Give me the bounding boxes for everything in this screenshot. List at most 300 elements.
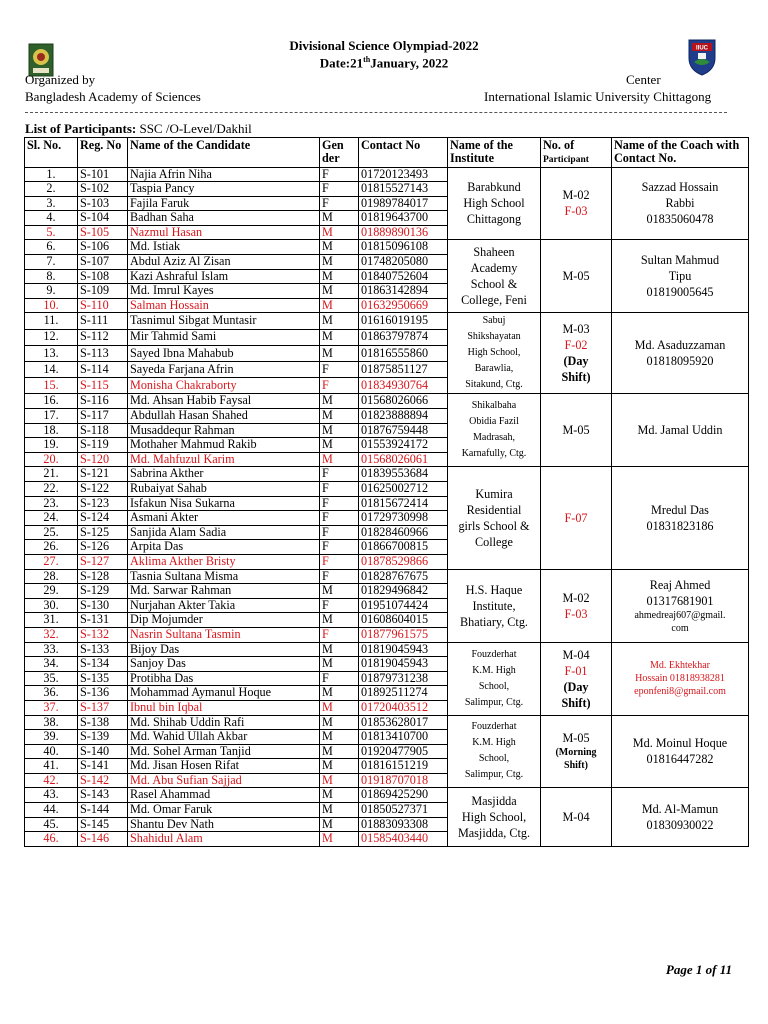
cell-gender: M bbox=[320, 788, 359, 803]
cell-sl-no: 5. bbox=[25, 225, 78, 240]
cell-candidate-name: Dip Mojumder bbox=[128, 613, 320, 628]
cell-gender: M bbox=[320, 423, 359, 438]
count-line: (Day bbox=[563, 354, 589, 369]
cell-reg-no: S-132 bbox=[78, 627, 128, 642]
institute-line: School & bbox=[470, 277, 518, 292]
coach-line: Mredul Das bbox=[651, 502, 709, 517]
cell-contact-no: 01840752604 bbox=[359, 269, 448, 284]
cell-sl-no: 29. bbox=[25, 584, 78, 599]
institute-line: College bbox=[475, 534, 513, 549]
cell-sl-no: 44. bbox=[25, 803, 78, 818]
cell-gender: F bbox=[320, 540, 359, 555]
cell-sl-no: 40. bbox=[25, 744, 78, 759]
institute-line: Karnafully, Ctg. bbox=[461, 448, 527, 460]
cell-candidate-name: Musaddequr Rahman bbox=[128, 423, 320, 438]
col-coach: Name of the Coach with Contact No. bbox=[612, 138, 749, 168]
cell-sl-no: 18. bbox=[25, 423, 78, 438]
cell-reg-no: S-137 bbox=[78, 700, 128, 715]
count-line: F-03 bbox=[564, 606, 588, 621]
cell-reg-no: S-104 bbox=[78, 211, 128, 226]
institute-line: Kumira bbox=[475, 486, 513, 501]
cell-gender: M bbox=[320, 240, 359, 255]
col-name: Name of the Candidate bbox=[128, 138, 320, 168]
cell-sl-no: 16. bbox=[25, 394, 78, 409]
cell-participant-count bbox=[541, 788, 612, 846]
cell-reg-no: S-135 bbox=[78, 671, 128, 686]
cell-reg-no: S-117 bbox=[78, 409, 128, 424]
cell-reg-no: S-129 bbox=[78, 584, 128, 599]
dashed-divider bbox=[25, 112, 727, 113]
count-line: F-07 bbox=[564, 510, 588, 525]
count-line: M-02 bbox=[562, 590, 590, 605]
cell-contact-no: 01918707018 bbox=[359, 773, 448, 788]
cell-reg-no: S-123 bbox=[78, 496, 128, 511]
cell-sl-no: 39. bbox=[25, 730, 78, 745]
cell-candidate-name: Aklima Akther Bristy bbox=[128, 554, 320, 569]
page-number: Page 1 of 11 bbox=[665, 962, 732, 977]
coach-line: Tipu bbox=[668, 269, 692, 284]
col-contact: Contact No bbox=[359, 138, 448, 168]
institute-line: Salimpur, Ctg. bbox=[464, 696, 524, 708]
cell-contact-no: 01889890136 bbox=[359, 225, 448, 240]
institute-line: School, bbox=[478, 680, 510, 692]
col-sl: Sl. No. bbox=[25, 138, 78, 168]
cell-sl-no: 23. bbox=[25, 496, 78, 511]
cell-contact-no: 01553924172 bbox=[359, 438, 448, 453]
cell-reg-no: S-139 bbox=[78, 730, 128, 745]
cell-gender: M bbox=[320, 773, 359, 788]
count-line: M-05 bbox=[562, 269, 590, 284]
cell-gender: M bbox=[320, 700, 359, 715]
cell-candidate-name: Md. Ahsan Habib Faysal bbox=[128, 394, 320, 409]
cell-candidate-name: Shahidul Alam bbox=[128, 832, 320, 847]
institute-line: H.S. Haque bbox=[465, 582, 523, 597]
institute-line: Shikalbaha bbox=[471, 400, 517, 412]
table-body bbox=[25, 167, 749, 846]
cell-reg-no: S-140 bbox=[78, 744, 128, 759]
cell-gender: F bbox=[320, 182, 359, 197]
cell-candidate-name: Abdul Aziz Al Zisan bbox=[128, 255, 320, 270]
institute-line: girls School & bbox=[458, 518, 530, 533]
cell-sl-no: 27. bbox=[25, 554, 78, 569]
cell-reg-no: S-126 bbox=[78, 540, 128, 555]
count-line: Shift) bbox=[561, 695, 591, 710]
cell-gender: M bbox=[320, 211, 359, 226]
cell-participant-count bbox=[541, 167, 612, 240]
cell-coach bbox=[612, 313, 749, 394]
cell-gender: M bbox=[320, 715, 359, 730]
coach-line: Sultan Mahmud bbox=[640, 253, 720, 268]
count-line: F-02 bbox=[564, 338, 588, 353]
cell-gender: F bbox=[320, 627, 359, 642]
cell-candidate-name: Tasnimul Sibgat Muntasir bbox=[128, 313, 320, 329]
cell-gender: F bbox=[320, 467, 359, 482]
cell-candidate-name: Md. Mahfuzul Karim bbox=[128, 452, 320, 467]
cell-contact-no: 01869425290 bbox=[359, 788, 448, 803]
cell-reg-no: S-125 bbox=[78, 525, 128, 540]
cell-coach bbox=[612, 788, 749, 846]
coach-line: Md. Asaduzzaman bbox=[634, 338, 726, 353]
cell-sl-no: 3. bbox=[25, 196, 78, 211]
cell-reg-no: S-103 bbox=[78, 196, 128, 211]
coach-line: Rabbi bbox=[665, 196, 695, 211]
cell-sl-no: 7. bbox=[25, 255, 78, 270]
cell-gender: F bbox=[320, 671, 359, 686]
cell-reg-no: S-128 bbox=[78, 569, 128, 584]
institute-line: Masjidda bbox=[471, 794, 517, 809]
institute-line: Fouzderhat bbox=[471, 721, 517, 733]
cell-coach bbox=[612, 467, 749, 569]
count-line: M-02 bbox=[562, 188, 590, 203]
cell-institute bbox=[448, 715, 541, 788]
cell-candidate-name: Md. Shihab Uddin Rafi bbox=[128, 715, 320, 730]
cell-contact-no: 01951074424 bbox=[359, 598, 448, 613]
institute-line: Masjidda, Ctg. bbox=[457, 826, 531, 841]
cell-candidate-name: Sanjoy Das bbox=[128, 657, 320, 672]
cell-contact-no: 01813410700 bbox=[359, 730, 448, 745]
cell-reg-no: S-116 bbox=[78, 394, 128, 409]
coach-line: Md. Ekhtekhar bbox=[650, 660, 710, 672]
cell-reg-no: S-111 bbox=[78, 313, 128, 329]
cell-gender: F bbox=[320, 482, 359, 497]
count-line: M-03 bbox=[562, 322, 590, 337]
cell-institute bbox=[448, 642, 541, 715]
cell-participant-count bbox=[541, 313, 612, 394]
cell-sl-no: 33. bbox=[25, 642, 78, 657]
cell-sl-no: 35. bbox=[25, 671, 78, 686]
cell-reg-no: S-130 bbox=[78, 598, 128, 613]
cell-candidate-name: Md. Sohel Arman Tanjid bbox=[128, 744, 320, 759]
institute-line: Salimpur, Ctg. bbox=[464, 769, 524, 781]
cell-candidate-name: Monisha Chakraborty bbox=[128, 378, 320, 394]
center-name: International Islamic University Chittagong bbox=[484, 89, 712, 104]
cell-sl-no: 45. bbox=[25, 817, 78, 832]
cell-contact-no: 01850527371 bbox=[359, 803, 448, 818]
count-line: Shift) bbox=[564, 760, 588, 772]
cell-sl-no: 20. bbox=[25, 452, 78, 467]
table-row bbox=[25, 715, 749, 730]
cell-contact-no: 01815096108 bbox=[359, 240, 448, 255]
col-institute: Name of the Institute bbox=[448, 138, 541, 168]
cell-gender: F bbox=[320, 378, 359, 394]
institute-line: Fouzderhat bbox=[471, 648, 517, 660]
svg-text:IIUC: IIUC bbox=[696, 45, 708, 52]
cell-participant-count bbox=[541, 240, 612, 313]
cell-reg-no: S-121 bbox=[78, 467, 128, 482]
cell-contact-no: 01632950669 bbox=[359, 298, 448, 313]
cell-candidate-name: Shantu Dev Nath bbox=[128, 817, 320, 832]
cell-sl-no: 21. bbox=[25, 467, 78, 482]
cell-sl-no: 10. bbox=[25, 298, 78, 313]
cell-contact-no: 01819045943 bbox=[359, 657, 448, 672]
cell-reg-no: S-106 bbox=[78, 240, 128, 255]
institute-line: Shikshayatan bbox=[467, 331, 521, 343]
cell-institute bbox=[448, 467, 541, 569]
cell-sl-no: 38. bbox=[25, 715, 78, 730]
coach-line: 01317681901 bbox=[646, 593, 714, 608]
cell-reg-no: S-119 bbox=[78, 438, 128, 453]
coach-line: 01819005645 bbox=[646, 285, 714, 300]
institute-line: High School, bbox=[467, 347, 521, 359]
institute-line: High School, bbox=[461, 810, 527, 825]
institute-line: Chittagong bbox=[466, 212, 522, 227]
cell-gender: M bbox=[320, 298, 359, 313]
table-row bbox=[25, 642, 749, 657]
cell-reg-no: S-122 bbox=[78, 482, 128, 497]
cell-candidate-name: Fajila Faruk bbox=[128, 196, 320, 211]
cell-contact-no: 01625002712 bbox=[359, 482, 448, 497]
participants-table bbox=[24, 137, 749, 847]
col-count: No. of Participant bbox=[541, 138, 612, 168]
cell-candidate-name: Rasel Ahammad bbox=[128, 788, 320, 803]
cell-contact-no: 01828767675 bbox=[359, 569, 448, 584]
cell-gender: M bbox=[320, 642, 359, 657]
cell-reg-no: S-141 bbox=[78, 759, 128, 774]
cell-sl-no: 6. bbox=[25, 240, 78, 255]
count-line: (Day bbox=[563, 679, 589, 694]
cell-candidate-name: Isfakun Nisa Sukarna bbox=[128, 496, 320, 511]
document-title: Divisional Science Olympiad-2022 bbox=[289, 38, 479, 53]
cell-institute bbox=[448, 394, 541, 467]
cell-contact-no: 01829496842 bbox=[359, 584, 448, 599]
cell-gender: F bbox=[320, 569, 359, 584]
cell-contact-no: 01608604015 bbox=[359, 613, 448, 628]
institute-line: Madrasah, bbox=[473, 432, 515, 444]
coach-line: com bbox=[671, 622, 689, 634]
cell-gender: M bbox=[320, 313, 359, 329]
table-row bbox=[25, 167, 749, 182]
table-row bbox=[25, 788, 749, 803]
cell-sl-no: 30. bbox=[25, 598, 78, 613]
cell-gender: M bbox=[320, 613, 359, 628]
cell-reg-no: S-127 bbox=[78, 554, 128, 569]
cell-institute bbox=[448, 788, 541, 846]
coach-line: 01818095920 bbox=[646, 354, 714, 369]
cell-contact-no: 01878529866 bbox=[359, 554, 448, 569]
cell-candidate-name: Md. Wahid Ullah Akbar bbox=[128, 730, 320, 745]
cell-institute bbox=[448, 167, 541, 240]
center-label: Center bbox=[626, 72, 661, 87]
cell-gender: F bbox=[320, 554, 359, 569]
coach-line: eponfeni8@gmail.com bbox=[634, 686, 726, 698]
cell-candidate-name: Nasrin Sultana Tasmin bbox=[128, 627, 320, 642]
cell-sl-no: 14. bbox=[25, 362, 78, 378]
coach-line: Sazzad Hossain bbox=[641, 180, 719, 195]
cell-reg-no: S-145 bbox=[78, 817, 128, 832]
cell-gender: M bbox=[320, 284, 359, 299]
cell-sl-no: 43. bbox=[25, 788, 78, 803]
cell-candidate-name: Asmani Akter bbox=[128, 511, 320, 526]
cell-participant-count bbox=[541, 467, 612, 569]
organized-by-label: Organized by bbox=[25, 72, 96, 87]
cell-gender: F bbox=[320, 167, 359, 182]
cell-reg-no: S-131 bbox=[78, 613, 128, 628]
coach-line: 01816447282 bbox=[646, 752, 714, 767]
institute-line: K.M. High bbox=[472, 737, 516, 749]
cell-contact-no: 01989784017 bbox=[359, 196, 448, 211]
cell-contact-no: 01863797874 bbox=[359, 329, 448, 345]
cell-gender: F bbox=[320, 511, 359, 526]
cell-reg-no: S-115 bbox=[78, 378, 128, 394]
cell-candidate-name: Badhan Saha bbox=[128, 211, 320, 226]
cell-reg-no: S-134 bbox=[78, 657, 128, 672]
cell-candidate-name: Arpita Das bbox=[128, 540, 320, 555]
cell-candidate-name: Bijoy Das bbox=[128, 642, 320, 657]
cell-candidate-name: Najia Afrin Niha bbox=[128, 167, 320, 182]
cell-gender: M bbox=[320, 832, 359, 847]
coach-line: Md. Al-Mamun bbox=[641, 802, 719, 817]
cell-gender: M bbox=[320, 686, 359, 701]
cell-contact-no: 01568026061 bbox=[359, 452, 448, 467]
cell-sl-no: 4. bbox=[25, 211, 78, 226]
cell-gender: M bbox=[320, 329, 359, 345]
cell-coach bbox=[612, 569, 749, 642]
cell-institute bbox=[448, 240, 541, 313]
cell-gender: M bbox=[320, 803, 359, 818]
cell-sl-no: 9. bbox=[25, 284, 78, 299]
cell-sl-no: 1. bbox=[25, 167, 78, 182]
cell-sl-no: 46. bbox=[25, 832, 78, 847]
cell-coach bbox=[612, 642, 749, 715]
cell-contact-no: 01853628017 bbox=[359, 715, 448, 730]
coach-line: Reaj Ahmed bbox=[649, 577, 711, 592]
count-line: Shift) bbox=[561, 370, 591, 385]
cell-reg-no: S-107 bbox=[78, 255, 128, 270]
table-row bbox=[25, 569, 749, 584]
coach-line: Md. Jamal Uddin bbox=[637, 423, 723, 438]
cell-coach bbox=[612, 240, 749, 313]
institute-line: Academy bbox=[470, 261, 518, 276]
table-row bbox=[25, 467, 749, 482]
cell-sl-no: 11. bbox=[25, 313, 78, 329]
cell-gender: M bbox=[320, 657, 359, 672]
cell-institute bbox=[448, 313, 541, 394]
cell-reg-no: S-118 bbox=[78, 423, 128, 438]
cell-candidate-name: Ibnul bin Iqbal bbox=[128, 700, 320, 715]
cell-sl-no: 2. bbox=[25, 182, 78, 197]
coach-line: Md. Moinul Hoque bbox=[632, 736, 728, 751]
cell-sl-no: 12. bbox=[25, 329, 78, 345]
col-reg: Reg. No bbox=[78, 138, 128, 168]
institute-line: Barabkund bbox=[467, 180, 521, 195]
institute-line: Residential bbox=[466, 502, 522, 517]
cell-candidate-name: Salman Hossain bbox=[128, 298, 320, 313]
cell-contact-no: 01877961575 bbox=[359, 627, 448, 642]
cell-contact-no: 01729730998 bbox=[359, 511, 448, 526]
cell-candidate-name: Sabrina Akther bbox=[128, 467, 320, 482]
cell-contact-no: 01720123493 bbox=[359, 167, 448, 182]
cell-candidate-name: Md. Omar Faruk bbox=[128, 803, 320, 818]
cell-contact-no: 01875851127 bbox=[359, 362, 448, 378]
cell-contact-no: 01863142894 bbox=[359, 284, 448, 299]
cell-reg-no: S-102 bbox=[78, 182, 128, 197]
cell-contact-no: 01819643700 bbox=[359, 211, 448, 226]
institute-line: Bhatiary, Ctg. bbox=[460, 614, 528, 629]
cell-contact-no: 01883093308 bbox=[359, 817, 448, 832]
coach-line: ahmedreaj607@gmail. bbox=[634, 609, 726, 621]
cell-reg-no: S-108 bbox=[78, 269, 128, 284]
cell-reg-no: S-101 bbox=[78, 167, 128, 182]
cell-candidate-name: Sanjida Alam Sadia bbox=[128, 525, 320, 540]
cell-contact-no: 01920477905 bbox=[359, 744, 448, 759]
table-row bbox=[25, 394, 749, 409]
cell-reg-no: S-142 bbox=[78, 773, 128, 788]
cell-contact-no: 01866700815 bbox=[359, 540, 448, 555]
cell-contact-no: 01839553684 bbox=[359, 467, 448, 482]
cell-contact-no: 01816555860 bbox=[359, 345, 448, 361]
cell-sl-no: 41. bbox=[25, 759, 78, 774]
cell-gender: M bbox=[320, 269, 359, 284]
cell-candidate-name: Md. Istiak bbox=[128, 240, 320, 255]
cell-participant-count bbox=[541, 715, 612, 788]
table-header-row bbox=[25, 138, 749, 168]
cell-gender: M bbox=[320, 817, 359, 832]
cell-sl-no: 8. bbox=[25, 269, 78, 284]
count-line: F-01 bbox=[564, 663, 588, 678]
count-line: F-03 bbox=[564, 204, 588, 219]
cell-reg-no: S-110 bbox=[78, 298, 128, 313]
cell-reg-no: S-120 bbox=[78, 452, 128, 467]
cell-contact-no: 01879731238 bbox=[359, 671, 448, 686]
cell-contact-no: 01748205080 bbox=[359, 255, 448, 270]
cell-participant-count bbox=[541, 569, 612, 642]
cell-contact-no: 01568026066 bbox=[359, 394, 448, 409]
count-line: M-05 bbox=[562, 423, 590, 438]
institute-line: School, bbox=[478, 753, 510, 765]
table-row bbox=[25, 240, 749, 255]
cell-candidate-name: Md. Jisan Hosen Rifat bbox=[128, 759, 320, 774]
cell-coach bbox=[612, 167, 749, 240]
cell-sl-no: 34. bbox=[25, 657, 78, 672]
coach-line: Hossain 01818938281 bbox=[635, 673, 725, 685]
cell-reg-no: S-133 bbox=[78, 642, 128, 657]
cell-candidate-name: Mothaher Mahmud Rakib bbox=[128, 438, 320, 453]
coach-line: 01835060478 bbox=[646, 212, 714, 227]
cell-gender: M bbox=[320, 345, 359, 361]
cell-contact-no: 01585403440 bbox=[359, 832, 448, 847]
cell-gender: M bbox=[320, 225, 359, 240]
cell-reg-no: S-112 bbox=[78, 329, 128, 345]
cell-candidate-name: Md. Sarwar Rahman bbox=[128, 584, 320, 599]
cell-gender: F bbox=[320, 496, 359, 511]
cell-gender: M bbox=[320, 409, 359, 424]
institute-line: Sabuj bbox=[482, 315, 506, 327]
institute-line: High School bbox=[463, 196, 525, 211]
cell-contact-no: 01823888894 bbox=[359, 409, 448, 424]
cell-sl-no: 19. bbox=[25, 438, 78, 453]
cell-sl-no: 22. bbox=[25, 482, 78, 497]
cell-participant-count bbox=[541, 642, 612, 715]
cell-contact-no: 01819045943 bbox=[359, 642, 448, 657]
count-line: M-04 bbox=[562, 647, 590, 662]
cell-sl-no: 36. bbox=[25, 686, 78, 701]
cell-contact-no: 01815672414 bbox=[359, 496, 448, 511]
cell-reg-no: S-114 bbox=[78, 362, 128, 378]
cell-candidate-name: Nurjahan Akter Takia bbox=[128, 598, 320, 613]
organizer-name: Bangladesh Academy of Sciences bbox=[25, 89, 201, 104]
cell-sl-no: 17. bbox=[25, 409, 78, 424]
cell-contact-no: 01892511274 bbox=[359, 686, 448, 701]
cell-gender: F bbox=[320, 598, 359, 613]
institute-line: Shaheen bbox=[473, 245, 515, 260]
cell-candidate-name: Sayeda Farjana Afrin bbox=[128, 362, 320, 378]
cell-coach bbox=[612, 715, 749, 788]
cell-candidate-name: Mir Tahmid Sami bbox=[128, 329, 320, 345]
cell-candidate-name: Protibha Das bbox=[128, 671, 320, 686]
document-date: Date:21thJanuary, 2022 bbox=[319, 55, 449, 71]
cell-contact-no: 01834930764 bbox=[359, 378, 448, 394]
cell-sl-no: 32. bbox=[25, 627, 78, 642]
